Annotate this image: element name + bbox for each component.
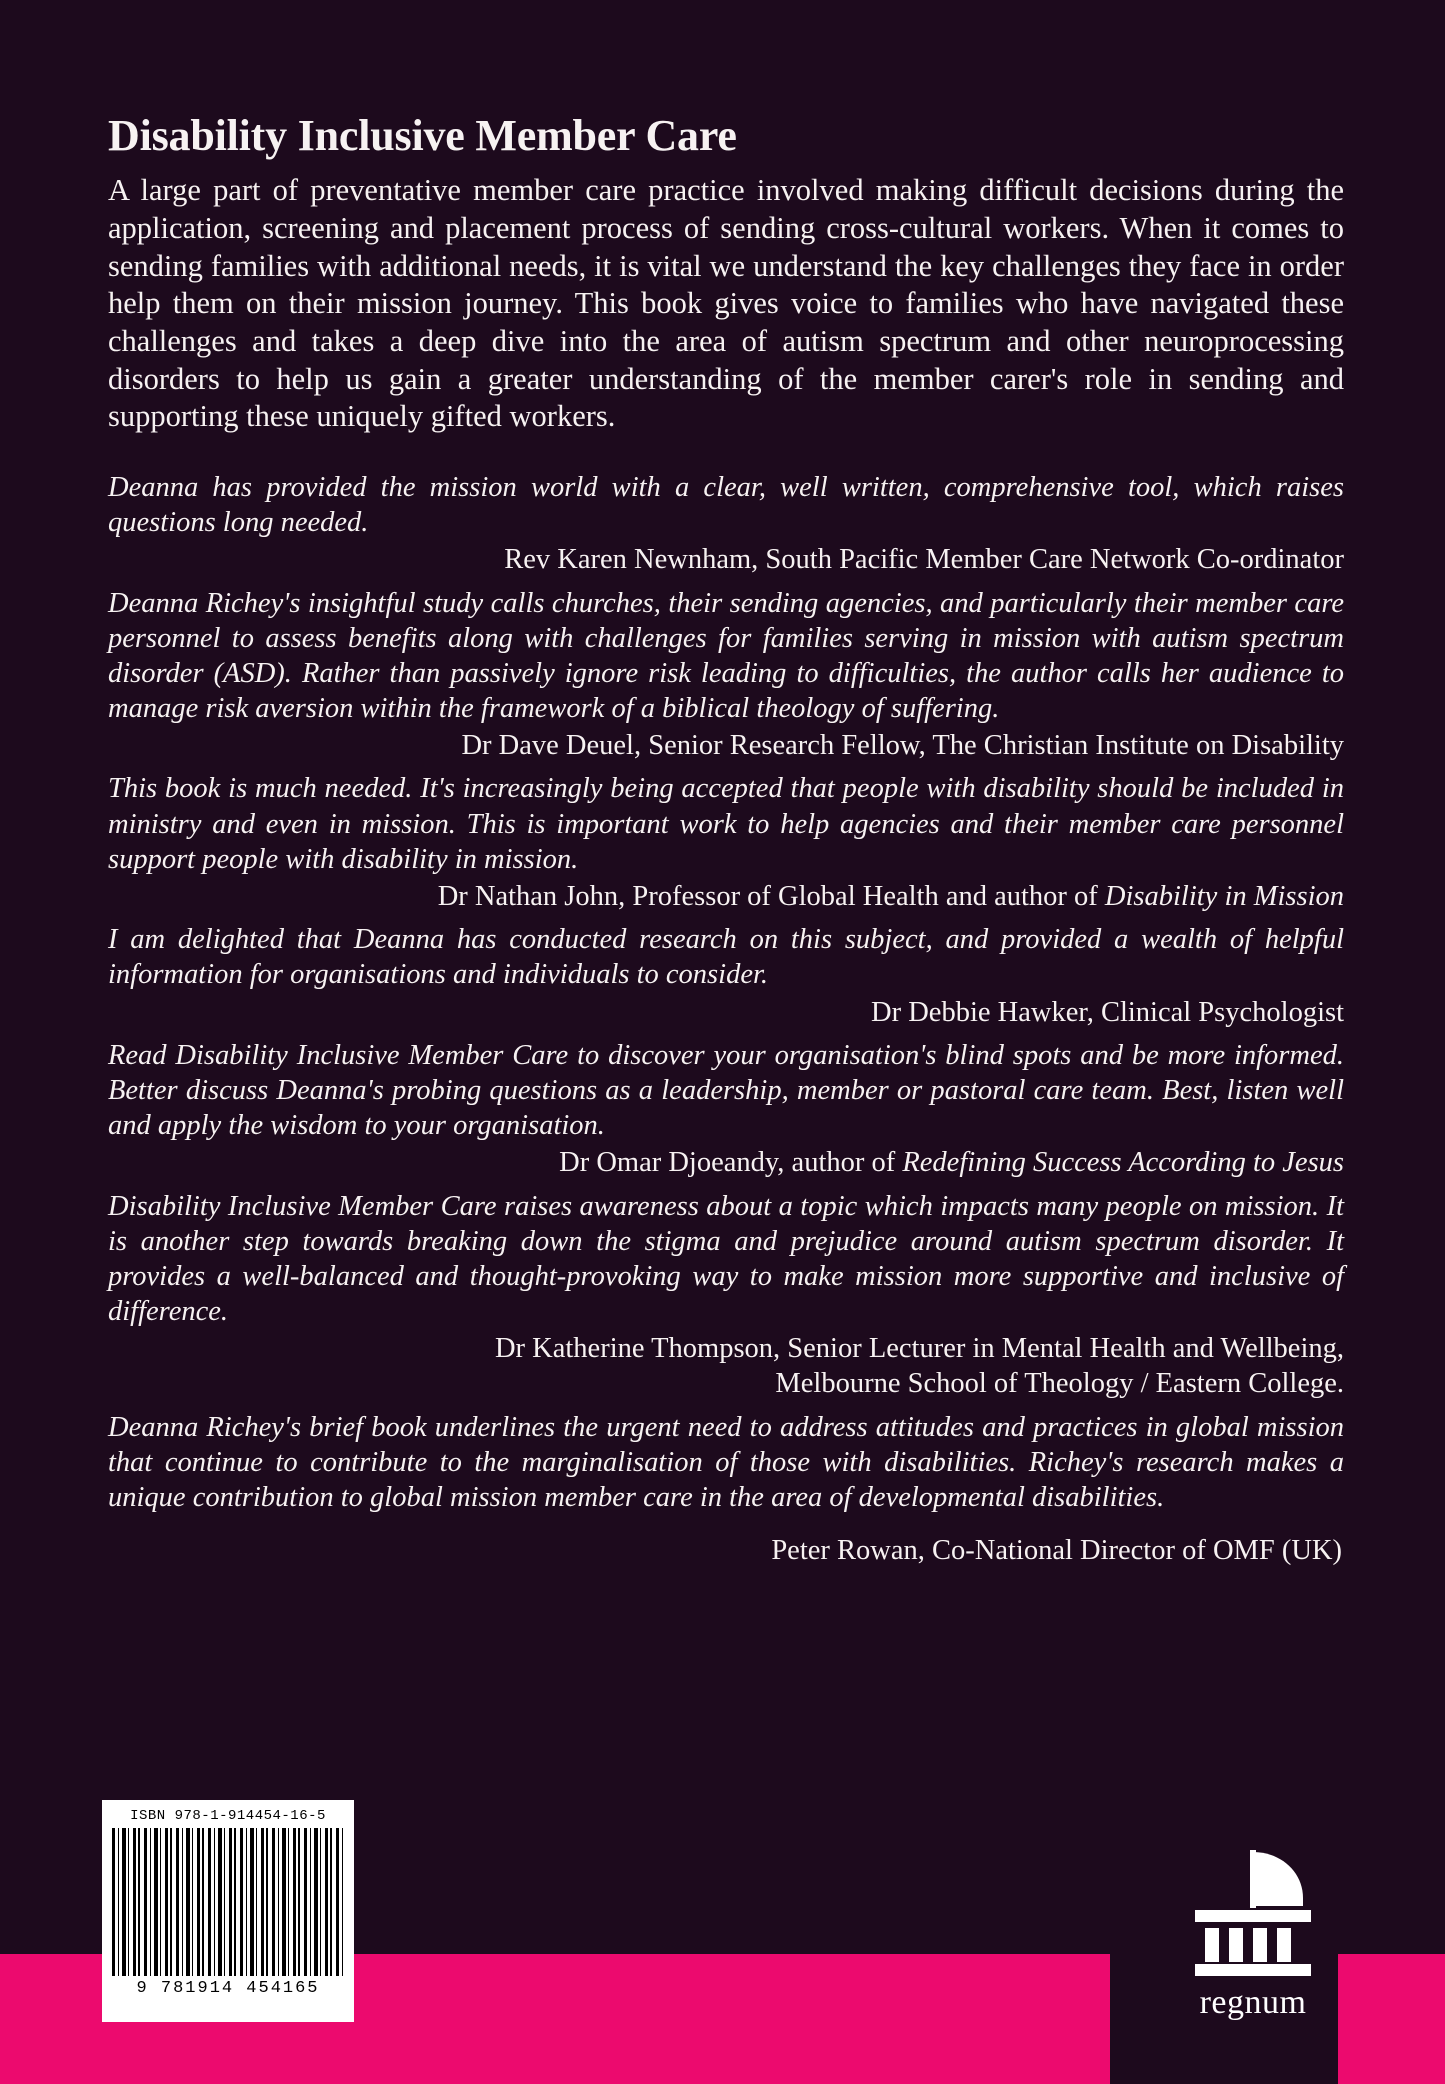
- endorsement-quote: This book is much needed. It's increasingly being accepted that people with disability should be included in ministry and even in mission. This is important work to help agencies and their member care personnel support people with disability in mission.: [108, 773, 1344, 875]
- endorsement-attribution-work: Redefining Success According to Jesus: [902, 1147, 1344, 1179]
- barcode-bars-icon: [112, 1828, 344, 1976]
- endorsement-attribution-text: Dr Nathan John, Professor of Global Health and author of: [437, 881, 1105, 913]
- endorsement-attribution: [108, 879, 1344, 914]
- endorsement-attribution-line2: Melbourne School of Theology / Eastern College.: [775, 1368, 1344, 1400]
- endorsement-quote: I am delighted that Deanna has conducted research on this subject, and provided a wealth of helpful information for organisations and individuals to consider.: [108, 924, 1344, 991]
- book-description: A large part of preventative member care practice involved making difficult decisions during the application, screening and placement process of sending cross-cultural workers. When it comes to sending families with additional needs, it is vital we understand the key challenges they face in order help them on their mission journey. This book gives voice to families who have navigated these challenges and takes a deep dive into the area of autism spectrum and other neuroprocessing disorders to help us gain a greater understanding of the member carer's role in sending and supporting these uniquely gifted workers.: [108, 173, 1344, 434]
- endorsement-attribution-line1: Dr Katherine Thompson, Senior Lecturer in Mental Health and Wellbeing,: [494, 1333, 1344, 1365]
- isbn-label: ISBN 978-1-914454-16-5: [130, 1808, 326, 1824]
- endorsement-attribution-text: Dr Omar Djoeandy, author of: [559, 1147, 903, 1179]
- isbn-barcode: [102, 1800, 354, 2022]
- barcode-digits: 9 781914 454165: [136, 1979, 320, 1998]
- endorsement-quote: Deanna Richey's brief book underlines the urgent need to address attitudes and practices in global mission that continue to contribute to the marginalisation of those with disabilities. Richey's research makes a unique contribution to global mission member care in the area of developmental disabilities.: [108, 1411, 1344, 1514]
- endorsement-attribution-work: Disability in Mission: [1104, 881, 1344, 913]
- endorsement-attribution: Dr Debbie Hawker, Clinical Psychologist: [871, 996, 1344, 1028]
- endorsement-quote: Disability Inclusive Member Care raises awareness about a topic which impacts many people on mission. It is another step towards breaking down the stigma and prejudice around autism spectrum disorder. It provides a well-balanced and thought-provoking way to make mission more supportive and inclusive of difference.: [108, 1190, 1344, 1328]
- page-title: Disability Inclusive Member Care: [108, 111, 737, 160]
- regnum-building-icon: [1153, 1850, 1353, 1980]
- publisher-name: regnum: [1199, 1984, 1307, 2021]
- endorsement-quote: Deanna Richey's insightful study calls churches, their sending agencies, and particularly their member care personnel to assess benefits along with challenges for families serving in mission with autism spectrum disorder (ASD). Rather than passively ignore risk leading to difficulties, the author calls her audience to manage risk aversion within the framework of a biblical theology of suffering.: [108, 587, 1344, 725]
- endorsement-attribution: Dr Dave Deuel, Senior Research Fellow, The Christian Institute on Disability: [461, 730, 1344, 762]
- endorsement-attribution: Rev Karen Newnham, South Pacific Member Care Network Co-ordinator: [504, 544, 1344, 576]
- endorsement-attribution: [108, 1331, 1344, 1401]
- endorsement-attribution: Peter Rowan, Co-National Director of OMF (UK): [771, 1535, 1342, 1567]
- endorsement-quote: Deanna has provided the mission world with a clear, well written, comprehensive tool, which raises questions long needed.: [108, 471, 1344, 539]
- cover-text-block: [108, 112, 1344, 1576]
- endorsement-attribution: [108, 1145, 1344, 1180]
- endorsement-quote: Read Disability Inclusive Member Care to discover your organisation's blind spots and be more informed. Better discuss Deanna's probing questions as a leadership, member or pastoral care team. Best, listen well and apply the wisdom to your organisation.: [108, 1039, 1344, 1142]
- publisher-logo: [1153, 1850, 1353, 2022]
